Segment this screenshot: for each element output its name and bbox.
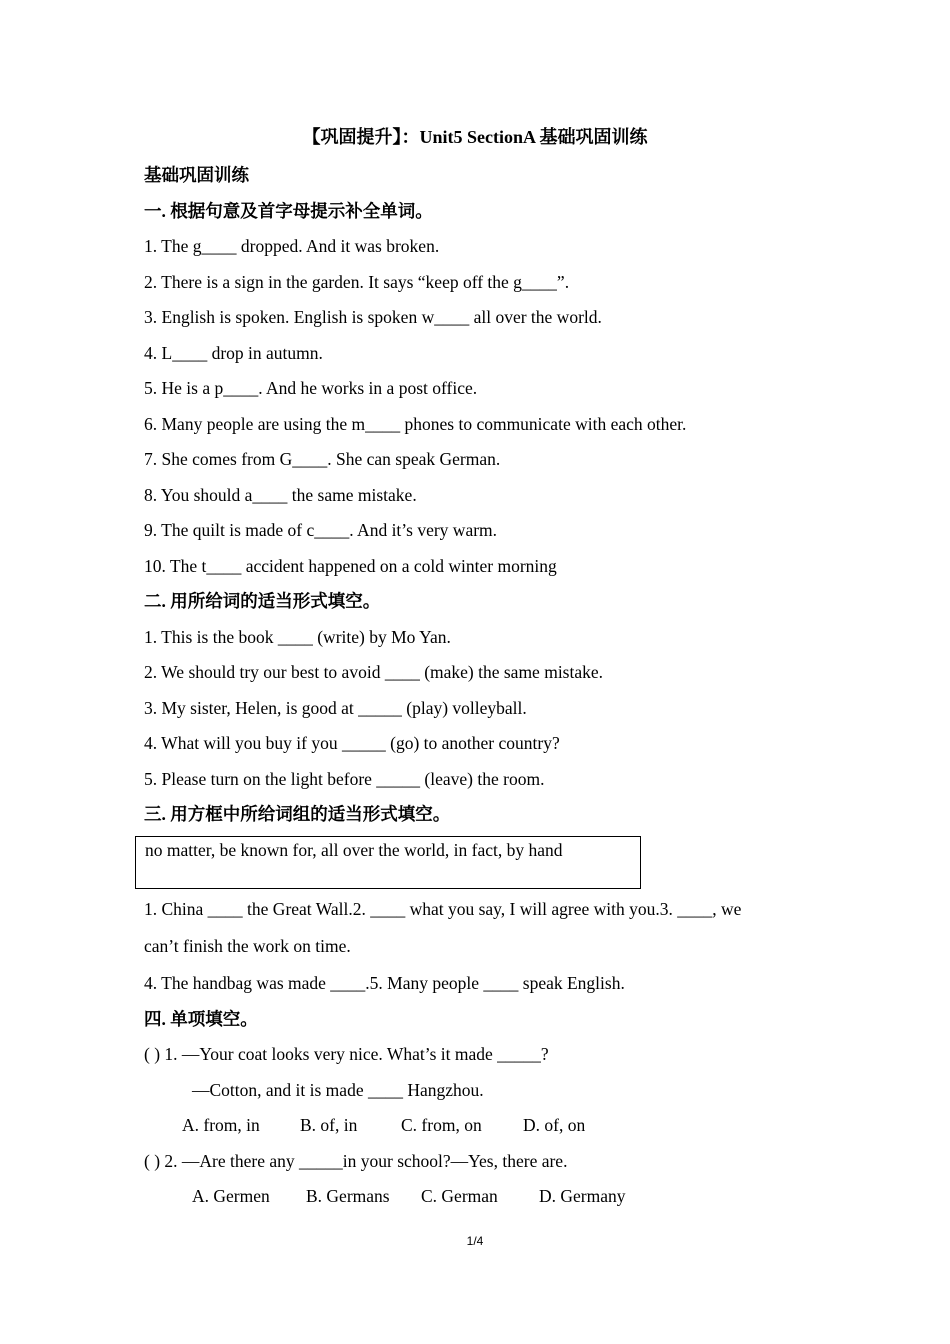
part1-item: 10. The t____ accident happened on a cold winter morning <box>144 555 557 576</box>
section-subtitle: 基础巩固训练 <box>144 165 249 185</box>
option-b: B. Germans <box>306 1186 390 1206</box>
question-stem: ( ) 2. —Are there any _____in your school?—Yes, there are. <box>144 1150 568 1171</box>
part3-line: can’t finish the work on time. <box>144 935 351 956</box>
option-c: C. German <box>421 1186 498 1206</box>
part3-line: 4. The handbag was made ____.5. Many people ____ speak English. <box>144 972 625 993</box>
option-a: A. from, in <box>182 1115 260 1135</box>
part1-item: 3. English is spoken. English is spoken w____ all over the world. <box>144 307 602 327</box>
part3-heading: 三. 用方框中所给词组的适当形式填空。 <box>144 804 451 824</box>
part4-heading: 四. 单项填空。 <box>144 1008 258 1029</box>
part3-line: 1. China ____ the Great Wall.2. ____ what you say, I will agree with you.3. ____, we <box>144 898 742 919</box>
part1-item: 5. He is a p____. And he works in a post office. <box>144 378 478 398</box>
part1-item: 7. She comes from G____. She can speak German. <box>144 449 501 469</box>
part1-item: 9. The quilt is made of c____. And it’s very warm. <box>144 520 498 540</box>
option-c: C. from, on <box>401 1115 482 1135</box>
question-options <box>144 1108 824 1144</box>
question-stem: ( ) 1. —Your coat looks very nice. What’s it made _____? <box>144 1044 549 1064</box>
part1-heading: 一. 根据句意及首字母提示补全单词。 <box>144 200 433 221</box>
part2-item: 4. What will you buy if you _____ (go) to another country? <box>144 733 560 753</box>
question-options <box>144 1179 824 1215</box>
part1-item: 1. The g____ dropped. And it was broken. <box>144 236 440 256</box>
option-d: D. Germany <box>539 1186 626 1206</box>
part1-item: 2. There is a sign in the garden. It says “keep off the g____”. <box>144 271 570 292</box>
part2-item: 2. We should try our best to avoid ____ (make) the same mistake. <box>144 662 604 682</box>
part1-item: 4. L____ drop in autumn. <box>144 342 323 363</box>
part2-heading: 二. 用所给词的适当形式填空。 <box>144 591 381 611</box>
part1-item: 8. You should a____ the same mistake. <box>144 484 417 505</box>
phrase-box: no matter, be known for, all over the world, in fact, by hand <box>135 836 641 889</box>
part2-item: 5. Please turn on the light before _____ (leave) the room. <box>144 768 545 789</box>
option-a: A. Germen <box>192 1186 270 1206</box>
page-number: 1/4 <box>466 1234 484 1248</box>
part1-item: 6. Many people are using the m____ phones to communicate with each other. <box>144 413 687 434</box>
option-b: B. of, in <box>300 1115 358 1135</box>
page-title: 【巩固提升】：Unit5 SectionA 基础巩固训练 <box>302 127 648 147</box>
part2-item: 1. This is the book ____ (write) by Mo Yan. <box>144 626 451 647</box>
part2-item: 3. My sister, Helen, is good at _____ (play) volleyball. <box>144 697 527 718</box>
option-d: D. of, on <box>523 1115 586 1135</box>
document-body <box>144 158 824 1215</box>
question-reply: —Cotton, and it is made ____ Hangzhou. <box>192 1079 484 1100</box>
